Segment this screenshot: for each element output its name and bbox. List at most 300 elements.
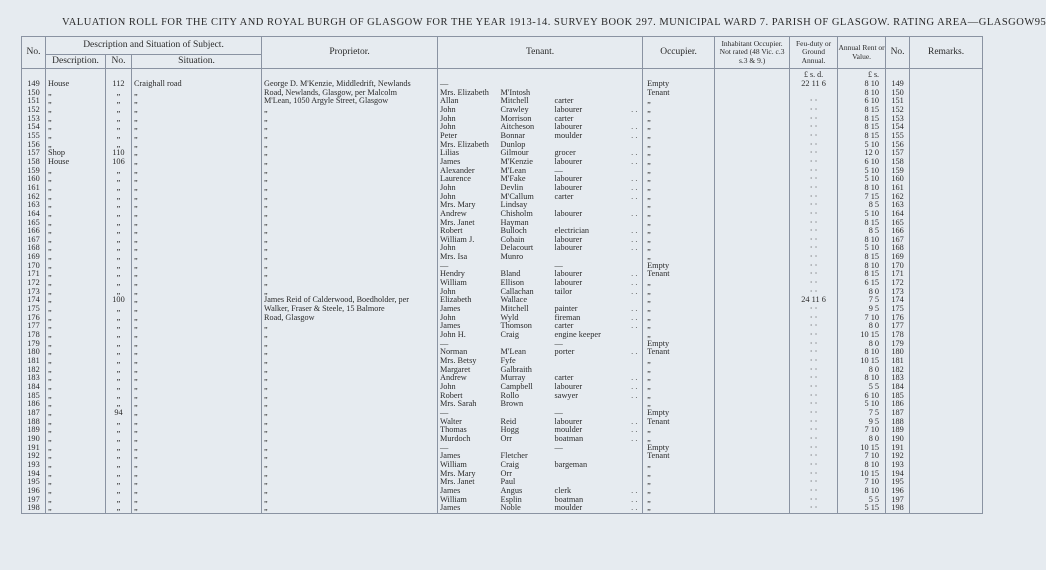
row-tenant-surname: Cobain: [500, 234, 525, 244]
row-dots: . .: [631, 312, 638, 322]
row-no: 182: [22, 366, 46, 375]
row-dots: . .: [627, 504, 643, 513]
row-occupier: „: [643, 97, 715, 106]
row-situation: „: [132, 357, 262, 366]
row-proprietor: „: [262, 470, 438, 479]
row-no-right: 169: [886, 253, 910, 262]
row-no: 198: [22, 504, 46, 513]
row-tenant-first-name: Mrs. Janet: [438, 219, 499, 228]
row-street-no: „: [106, 496, 132, 505]
row-description: „: [46, 470, 106, 479]
row-description: „: [46, 400, 106, 409]
row-remarks: [910, 244, 983, 253]
row-no-right: 151: [886, 97, 910, 106]
row-inhabitant-occupier: [715, 262, 790, 271]
row-situation: „: [132, 331, 262, 340]
row-remarks: [910, 279, 983, 288]
row-feu-duty: · ·: [790, 262, 838, 271]
row-situation: „: [132, 219, 262, 228]
row-no: 160: [22, 175, 46, 184]
row-proprietor: „: [262, 262, 438, 271]
row-no: 166: [22, 227, 46, 236]
row-remarks: [910, 444, 983, 453]
row-remarks: [910, 210, 983, 219]
row-remarks: [910, 132, 983, 141]
row-annual-rent: 7 10: [838, 452, 886, 461]
row-annual-rent: 5 10: [838, 167, 886, 176]
row-no: 155: [22, 132, 46, 141]
row-feu-duty: · ·: [790, 504, 838, 513]
row-no-right: 185: [886, 392, 910, 401]
row-no: 196: [22, 487, 46, 496]
row-tenant-first-name: Andrew: [438, 374, 499, 383]
row-description: „: [46, 184, 106, 193]
row-description: „: [46, 236, 106, 245]
row-description: „: [46, 270, 106, 279]
row-no-right: 197: [886, 496, 910, 505]
row-tenant-occupation: electrician: [554, 226, 590, 236]
row-annual-rent: 5 10: [838, 210, 886, 219]
row-annual-rent: 7 15: [838, 193, 886, 202]
row-tenant-occupation: [553, 253, 627, 262]
row-annual-rent: 8 15: [838, 270, 886, 279]
row-street-no: „: [106, 123, 132, 132]
row-street-no: „: [106, 279, 132, 288]
row-occupier: „: [643, 141, 715, 150]
row-tenant-occupation: moulder: [553, 504, 627, 513]
row-annual-rent: 10 15: [838, 470, 886, 479]
row-description: „: [46, 357, 106, 366]
row-annual-rent: 8 5: [838, 227, 886, 236]
row-tenant-first-name: William: [438, 461, 499, 470]
row-street-no: „: [106, 219, 132, 228]
row-street-no: „: [106, 115, 132, 124]
row-tenant-surname: M'Lean: [500, 165, 526, 175]
row-remarks: [910, 374, 983, 383]
row-tenant-occupation: boatman: [554, 494, 584, 504]
row-proprietor: „: [262, 400, 438, 409]
row-tenant-first-name: James: [438, 487, 499, 496]
row-dots: . .: [631, 485, 638, 495]
row-no-right: 178: [886, 331, 910, 340]
row-feu-duty: · ·: [790, 97, 838, 106]
row-remarks: [910, 478, 983, 487]
row-annual-rent: 8 0: [838, 366, 886, 375]
row-dots: . .: [631, 390, 638, 400]
row-description: „: [46, 262, 106, 271]
row-occupier: „: [643, 115, 715, 124]
row-tenant-occupation: carter: [554, 373, 574, 383]
row-street-no: „: [106, 452, 132, 461]
row-feu-duty: · ·: [790, 478, 838, 487]
row-dots: [627, 470, 643, 479]
row-inhabitant-occupier: [715, 426, 790, 435]
row-situation: „: [132, 149, 262, 158]
row-remarks: [910, 296, 983, 305]
row-proprietor: „: [262, 244, 438, 253]
row-situation: „: [132, 348, 262, 357]
row-description: „: [46, 201, 106, 210]
row-proprietor: „: [262, 426, 438, 435]
row-inhabitant-occupier: [715, 219, 790, 228]
row-feu-duty: · ·: [790, 244, 838, 253]
row-description: „: [46, 210, 106, 219]
row-inhabitant-occupier: [715, 418, 790, 427]
row-tenant-first-name: William J.: [438, 236, 499, 245]
row-situation: „: [132, 97, 262, 106]
row-no-right: 190: [886, 435, 910, 444]
row-inhabitant-occupier: [715, 244, 790, 253]
row-proprietor: „: [262, 340, 438, 349]
row-tenant-occupation: sawyer: [554, 390, 579, 400]
row-description: „: [46, 89, 106, 98]
row-proprietor: „: [262, 357, 438, 366]
row-proprietor: „: [262, 201, 438, 210]
row-feu-duty: · ·: [790, 184, 838, 193]
row-annual-rent: 8 10: [838, 262, 886, 271]
row-remarks: [910, 487, 983, 496]
row-tenant-first-name: John: [438, 244, 499, 253]
row-tenant-surname: Noble: [499, 504, 553, 513]
row-street-no: „: [106, 322, 132, 331]
row-feu-duty: · ·: [790, 487, 838, 496]
row-situation: „: [132, 400, 262, 409]
row-description: „: [46, 487, 106, 496]
row-no-right: 186: [886, 400, 910, 409]
row-tenant-occupation: tailor: [554, 286, 573, 296]
row-situation: „: [132, 262, 262, 271]
row-tenant-surname: Bulloch: [500, 226, 527, 236]
row-annual-rent: 8 15: [838, 253, 886, 262]
row-tenant-surname: Angus: [500, 485, 523, 495]
col-street-no: No.: [106, 55, 132, 69]
row-proprietor: „: [262, 383, 438, 392]
row-remarks: [910, 409, 983, 418]
row-occupier: Tenant: [643, 348, 715, 357]
row-dots: [627, 461, 643, 470]
row-remarks: [910, 167, 983, 176]
row-tenant-occupation: labourer: [554, 234, 583, 244]
row-inhabitant-occupier: [715, 184, 790, 193]
row-tenant-surname: Orr: [500, 433, 513, 443]
row-occupier: Empty: [643, 409, 715, 418]
row-no: 193: [22, 461, 46, 470]
row-tenant-occupation: boatman: [554, 433, 584, 443]
row-street-no: 112: [106, 80, 132, 89]
row-feu-duty: · ·: [790, 470, 838, 479]
row-feu-duty: · ·: [790, 141, 838, 150]
row-situation: „: [132, 435, 262, 444]
row-tenant-first-name: John: [438, 288, 499, 297]
row-occupier: „: [643, 305, 715, 314]
row-remarks: [910, 97, 983, 106]
row-annual-rent: 8 10: [838, 374, 886, 383]
row-inhabitant-occupier: [715, 270, 790, 279]
row-inhabitant-occupier: [715, 444, 790, 453]
row-remarks: [910, 322, 983, 331]
row-street-no: „: [106, 357, 132, 366]
row-inhabitant-occupier: [715, 435, 790, 444]
row-no: 153: [22, 115, 46, 124]
row-annual-rent: 10 15: [838, 331, 886, 340]
row-description: „: [46, 461, 106, 470]
row-tenant-first-name: James: [438, 504, 499, 513]
row-annual-rent: 7 10: [838, 314, 886, 323]
row-proprietor: M'Lean, 1050 Argyle Street, Glasgow: [262, 97, 438, 106]
table-row: [22, 253, 983, 262]
row-annual-rent: 8 0: [838, 322, 886, 331]
row-tenant-occupation: labourer: [554, 208, 583, 218]
row-tenant-first-name: Mrs. Betsy: [438, 357, 499, 366]
row-tenant-occupation: clerk: [554, 485, 572, 495]
row-annual-rent: 8 10: [838, 348, 886, 357]
row-annual-rent: 8 0: [838, 435, 886, 444]
row-dots: . .: [631, 130, 638, 140]
row-street-no: „: [106, 89, 132, 98]
row-no: 191: [22, 444, 46, 453]
row-no: 159: [22, 167, 46, 176]
row-inhabitant-occupier: [715, 340, 790, 349]
row-occupier: „: [643, 383, 715, 392]
row-annual-rent: 8 10: [838, 80, 886, 89]
row-proprietor: „: [262, 123, 438, 132]
row-no: 165: [22, 219, 46, 228]
row-tenant-surname: Ellison: [500, 278, 525, 288]
row-inhabitant-occupier: [715, 470, 790, 479]
row-proprietor: „: [262, 158, 438, 167]
row-feu-duty: · ·: [790, 279, 838, 288]
row-remarks: [910, 80, 983, 89]
row-remarks: [910, 496, 983, 505]
row-tenant-first-name: Mrs. Elizabeth: [438, 141, 499, 150]
row-remarks: [910, 253, 983, 262]
row-inhabitant-occupier: [715, 123, 790, 132]
row-proprietor: „: [262, 435, 438, 444]
row-dots: . .: [631, 278, 638, 288]
row-tenant-first-name: Mrs. Mary: [438, 470, 499, 479]
row-no: 163: [22, 201, 46, 210]
col-remarks: Remarks.: [910, 37, 983, 69]
row-proprietor: „: [262, 141, 438, 150]
row-occupier: „: [643, 496, 715, 505]
row-situation: „: [132, 322, 262, 331]
row-tenant-first-name: Hendry: [438, 270, 499, 279]
row-tenant-occupation: —: [554, 338, 563, 348]
row-street-no: „: [106, 374, 132, 383]
row-no-right: 177: [886, 322, 910, 331]
row-tenant-occupation: painter: [554, 304, 578, 314]
row-no: 164: [22, 210, 46, 219]
row-tenant-first-name: John: [438, 383, 499, 392]
row-annual-rent: 8 15: [838, 115, 886, 124]
row-no: 179: [22, 340, 46, 349]
row-description: „: [46, 123, 106, 132]
row-tenant-surname: Aitcheson: [500, 122, 535, 132]
row-description: „: [46, 392, 106, 401]
row-situation: „: [132, 305, 262, 314]
row-no-right: 176: [886, 314, 910, 323]
row-tenant-first-name: James: [438, 452, 499, 461]
row-no-right: 157: [886, 149, 910, 158]
row-proprietor: Road, Newlands, Glasgow, per Malcolm: [262, 89, 438, 98]
col-occupier: Occupier.: [643, 37, 715, 69]
row-remarks: [910, 262, 983, 271]
row-no: 162: [22, 193, 46, 202]
row-proprietor: „: [262, 478, 438, 487]
row-dots: [627, 80, 643, 89]
row-inhabitant-occupier: [715, 193, 790, 202]
row-occupier: Empty: [643, 444, 715, 453]
row-inhabitant-occupier: [715, 383, 790, 392]
row-tenant-surname: Craig: [500, 330, 519, 340]
col-tenant: Tenant.: [438, 37, 643, 69]
row-street-no: „: [106, 236, 132, 245]
row-tenant-surname: Galbraith: [500, 364, 532, 374]
row-dots: [627, 400, 643, 409]
row-no: 174: [22, 296, 46, 305]
row-dots: . .: [631, 269, 638, 279]
row-description: House: [46, 80, 106, 89]
row-remarks: [910, 418, 983, 427]
row-remarks: [910, 201, 983, 210]
row-occupier: „: [643, 184, 715, 193]
row-remarks: [910, 158, 983, 167]
row-remarks: [910, 392, 983, 401]
row-tenant-first-name: Mrs. Janet: [438, 478, 499, 487]
row-tenant-first-name: Robert: [438, 392, 499, 401]
row-annual-rent: 12 0: [838, 149, 886, 158]
row-dots: . .: [631, 494, 638, 504]
row-no-right: 184: [886, 383, 910, 392]
col-annual-rent: Annual Rent or Value.: [838, 37, 886, 69]
row-tenant-first-name: John: [438, 115, 499, 124]
row-situation: „: [132, 158, 262, 167]
row-description: „: [46, 383, 106, 392]
row-proprietor: „: [262, 348, 438, 357]
row-street-no: „: [106, 444, 132, 453]
row-annual-rent: 8 15: [838, 132, 886, 141]
row-feu-duty: · ·: [790, 357, 838, 366]
row-tenant-occupation: —: [554, 407, 563, 417]
row-tenant-first-name: James: [438, 158, 499, 167]
row-tenant-surname: Wyld: [500, 312, 519, 322]
row-no: 190: [22, 435, 46, 444]
row-feu-duty: · ·: [790, 123, 838, 132]
row-proprietor: George D. M'Kenzie, Middledrift, Newlands: [262, 80, 438, 89]
row-tenant-occupation: labourer: [554, 104, 583, 114]
row-remarks: [910, 461, 983, 470]
row-dots: . .: [631, 182, 638, 192]
row-tenant-first-name: Mrs. Elizabeth: [438, 89, 499, 98]
row-situation: „: [132, 340, 262, 349]
row-no: 175: [22, 305, 46, 314]
row-annual-rent: 6 10: [838, 158, 886, 167]
row-description: „: [46, 115, 106, 124]
row-no-right: 175: [886, 305, 910, 314]
row-annual-rent: 5 10: [838, 141, 886, 150]
row-no: 161: [22, 184, 46, 193]
row-tenant-occupation: labourer: [554, 156, 583, 166]
row-remarks: [910, 340, 983, 349]
row-proprietor: James Reid of Calderwood, Boedholder, per: [262, 296, 438, 305]
row-remarks: [910, 435, 983, 444]
row-street-no: „: [106, 167, 132, 176]
row-feu-duty: · ·: [790, 175, 838, 184]
row-feu-duty: · ·: [790, 496, 838, 505]
row-occupier: „: [643, 435, 715, 444]
row-situation: „: [132, 89, 262, 98]
row-no: 177: [22, 322, 46, 331]
row-no-right: 150: [886, 89, 910, 98]
row-no-right: 172: [886, 279, 910, 288]
row-tenant-occupation: bargeman: [554, 459, 588, 469]
row-dots: [627, 89, 643, 98]
row-inhabitant-occupier: [715, 210, 790, 219]
row-no: 152: [22, 106, 46, 115]
row-tenant-first-name: —: [438, 80, 499, 89]
row-proprietor: „: [262, 461, 438, 470]
row-description: Shop: [46, 149, 106, 158]
row-situation: „: [132, 426, 262, 435]
row-inhabitant-occupier: [715, 279, 790, 288]
row-tenant-occupation: —: [554, 442, 563, 452]
row-dots: . .: [631, 286, 638, 296]
row-occupier: „: [643, 322, 715, 331]
row-annual-rent: 10 15: [838, 357, 886, 366]
row-description: „: [46, 219, 106, 228]
row-tenant-occupation: labourer: [554, 416, 583, 426]
row-no: 156: [22, 141, 46, 150]
row-no: 173: [22, 288, 46, 297]
row-no: 189: [22, 426, 46, 435]
row-no: 176: [22, 314, 46, 323]
row-inhabitant-occupier: [715, 201, 790, 210]
row-inhabitant-occupier: [715, 288, 790, 297]
row-remarks: [910, 366, 983, 375]
table-row: [22, 400, 983, 409]
row-feu-duty: · ·: [790, 348, 838, 357]
row-proprietor: „: [262, 331, 438, 340]
row-tenant-first-name: James: [438, 305, 499, 314]
row-occupier: „: [643, 149, 715, 158]
row-tenant-occupation: carter: [554, 191, 574, 201]
row-tenant-surname: Mitchell: [500, 96, 529, 106]
row-description: „: [46, 97, 106, 106]
roll-title: VALUATION ROLL FOR THE CITY AND ROYAL BURGH OF GLASGOW FOR THE YEAR 1913-14. SURVEY BOOK 297. MUNICIPAL WARD 7. PARISH OF GLASGOW. RATING AREA—GLASGOW: [62, 17, 1035, 28]
row-situation: „: [132, 193, 262, 202]
table-row: [22, 504, 983, 513]
row-remarks: [910, 504, 983, 513]
row-occupier: „: [643, 314, 715, 323]
row-proprietor: „: [262, 227, 438, 236]
row-situation: „: [132, 141, 262, 150]
row-tenant-first-name: John H.: [438, 331, 499, 340]
row-occupier: „: [643, 210, 715, 219]
row-description: „: [46, 435, 106, 444]
row-feu-duty: · ·: [790, 236, 838, 245]
row-remarks: [910, 219, 983, 228]
row-no-right: 156: [886, 141, 910, 150]
row-dots: . .: [631, 122, 638, 132]
row-tenant-surname: Mitchell: [500, 304, 529, 314]
row-no: 180: [22, 348, 46, 357]
row-situation: „: [132, 383, 262, 392]
row-feu-duty: · ·: [790, 288, 838, 297]
row-tenant-occupation: labourer: [554, 278, 583, 288]
row-feu-duty: · ·: [790, 167, 838, 176]
row-proprietor: „: [262, 418, 438, 427]
row-tenant-surname: Thomson: [500, 321, 532, 331]
